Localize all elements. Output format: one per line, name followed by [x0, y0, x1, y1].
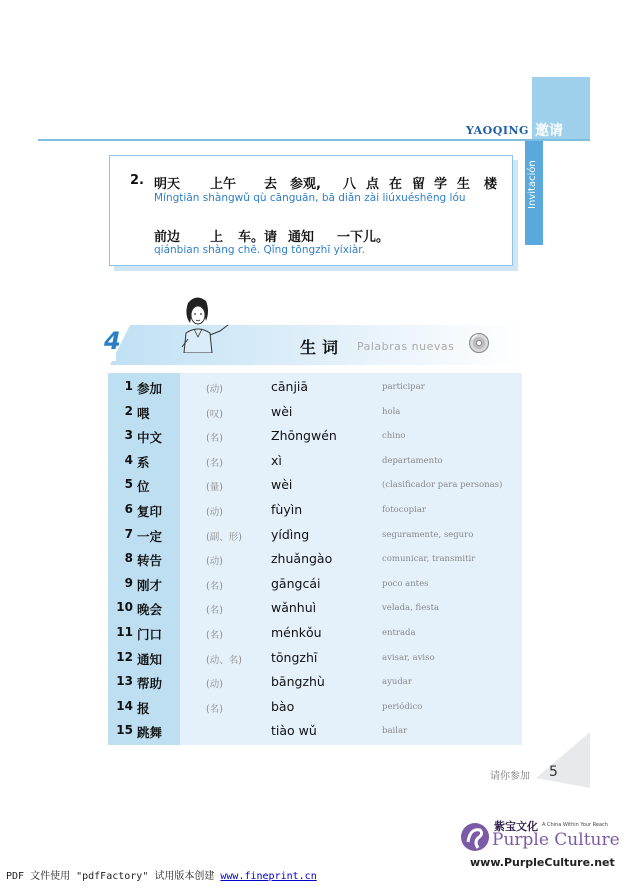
vocab-number: 13 [116, 674, 133, 689]
vocab-pinyin: wèi [271, 477, 293, 493]
vocab-pinyin: fùyìn [271, 502, 303, 517]
vocab-word: 转告 [137, 553, 163, 569]
vocab-row [108, 449, 522, 474]
example-cn-segment: 学 [434, 177, 448, 192]
vocab-pinyin: Zhōngwén [271, 428, 337, 444]
vocab-spanish: participar [382, 382, 425, 392]
vocab-number: 3 [124, 428, 133, 443]
vocab-spanish: periódico [382, 701, 423, 712]
vocab-part-of-speech: (叹) [206, 408, 223, 420]
vocab-part-of-speech: (动) [206, 556, 223, 568]
invitation-label: Invitación [527, 160, 538, 209]
example-cn-segment: 去 [264, 177, 278, 192]
vocab-part-of-speech: (量) [206, 482, 223, 494]
example-cn-segment: 上午 [210, 177, 237, 192]
vocab-row [108, 375, 522, 400]
vocab-spanish: bailar [382, 726, 408, 737]
vocab-spanish: departamento [382, 455, 443, 466]
vocab-number: 15 [116, 723, 133, 738]
example-cn-segment: 请 [264, 230, 278, 245]
header-rule [38, 139, 590, 141]
example-cn-segment: 在 [389, 177, 403, 192]
lesson-title-pinyin: YAOQING [466, 124, 529, 137]
vocab-pinyin: cānjiā [271, 379, 309, 394]
vocab-pinyin: bāngzhù [271, 674, 325, 690]
vocab-number: 4 [124, 452, 133, 467]
vocab-part-of-speech: (名) [206, 457, 223, 469]
vocab-spanish: velada, fiesta [382, 603, 440, 614]
page-number: 5 [549, 764, 558, 780]
example-cn-segment: 一下儿。 [337, 230, 390, 245]
example-cn-segment: 点 [366, 177, 380, 192]
vocab-number: 2 [124, 403, 133, 418]
vocab-number: 10 [116, 600, 133, 615]
vocab-word: 跳舞 [137, 725, 163, 741]
vocab-pinyin: bào [271, 698, 295, 714]
vocab-number: 14 [116, 698, 133, 713]
vocab-title-chinese: 生词 [300, 338, 345, 357]
vocab-pinyin: ménkǒu [271, 625, 322, 640]
vocab-spanish: ayudar [382, 677, 412, 688]
logo-tagline: A China Within Your Reach [542, 822, 608, 828]
vocab-row [108, 621, 522, 646]
vocab-part-of-speech: (名) [206, 605, 223, 617]
vocab-row [108, 719, 522, 744]
vocab-word: 报 [137, 700, 150, 716]
vocab-word: 喂 [137, 405, 150, 421]
vocab-word: 一定 [137, 528, 163, 544]
vocab-spanish: entrada [382, 628, 416, 638]
vocab-number: 6 [124, 502, 133, 516]
section-number: 4 [104, 327, 121, 355]
vocab-number: 7 [124, 526, 133, 541]
vocab-row [108, 596, 522, 621]
vocab-spanish: chino [382, 431, 406, 442]
example-number: 2. [130, 173, 144, 188]
vocab-spanish: poco antes [382, 578, 429, 589]
vocab-row [108, 424, 522, 449]
vocab-row [108, 646, 522, 671]
vocab-pinyin: zhuǎngào [271, 551, 333, 567]
vocab-part-of-speech: (名) [206, 433, 223, 445]
vocab-pinyin: gāngcái [271, 575, 321, 591]
vocab-word: 通知 [137, 651, 163, 667]
vocab-part-of-speech: (动) [206, 384, 223, 395]
page-corner-tab [536, 732, 590, 788]
vocab-row [108, 523, 522, 548]
vocab-spanish: avisar, aviso [382, 652, 435, 663]
vocab-spanish: hola [382, 406, 401, 417]
example-line2-pinyin: qiánbian shàng chē. Qǐng tōngzhī yíxiàr. [154, 244, 365, 256]
vocab-row [108, 572, 522, 597]
vocab-word: 复印 [137, 504, 163, 519]
vocab-row [108, 400, 522, 425]
vocab-spanish: (clasificador para personas) [382, 480, 503, 491]
example-cn-segment: 通知 [288, 230, 315, 245]
vocab-pinyin: wèi [271, 403, 293, 419]
pdf-creator-note [6, 867, 317, 882]
vocab-row [108, 498, 522, 523]
vocab-row [108, 670, 522, 695]
example-cn-segment: 参观, [290, 177, 321, 192]
example-cn-segment: 楼 [484, 177, 498, 192]
vocab-word: 刚才 [137, 577, 163, 593]
vocab-number: 8 [124, 551, 133, 566]
vocab-number: 12 [116, 649, 133, 664]
example-cn-segment: 上 [210, 230, 224, 245]
vocab-part-of-speech: (副、形) [206, 531, 242, 543]
example-cn-segment: 生 [457, 177, 471, 192]
vocab-pinyin: tiào wǔ [271, 723, 317, 739]
logo-english: Purple Culture [492, 830, 620, 850]
page-footer-label: 请你参加 [490, 771, 530, 782]
vocab-word: 晚会 [137, 602, 163, 618]
audio-cd-icon [468, 332, 490, 354]
student-girl-illustration [174, 295, 232, 353]
example-cn-segment: 八 [343, 177, 357, 192]
vocab-part-of-speech: (动) [206, 679, 223, 691]
lesson-title-chinese: 邀请 [535, 123, 563, 139]
vocab-pinyin: yídìng [271, 526, 310, 542]
vocab-number: 1 [124, 379, 133, 393]
vocab-number: 9 [124, 575, 133, 590]
vocab-number: 5 [124, 477, 133, 492]
vocab-row [108, 695, 522, 720]
vocab-row [108, 473, 522, 498]
vocab-row [108, 547, 522, 572]
example-cn-segment: 车。 [238, 230, 265, 245]
vocab-word: 位 [137, 479, 150, 495]
vocab-spanish: comunicar, transmitir [382, 554, 476, 565]
purple-culture-logo-mark-icon [460, 820, 490, 854]
purple-culture-logo[interactable] [460, 818, 620, 874]
vocab-number: 11 [116, 625, 133, 639]
logo-chinese: 紫宝文化 [494, 820, 538, 833]
example-cn-segment: 前边 [154, 230, 181, 245]
vocab-word: 系 [137, 454, 150, 470]
vocab-title-spanish: Palabras nuevas [357, 340, 455, 353]
vocab-word: 帮助 [137, 676, 163, 692]
vocab-spanish: seguramente, seguro [382, 529, 474, 540]
vocab-pinyin: wǎnhuì [271, 600, 317, 616]
vocab-part-of-speech: (名) [206, 630, 223, 641]
logo-url[interactable]: www.PurpleCulture.net [470, 856, 615, 869]
fineprint-link[interactable]: www.fineprint.cn [220, 871, 317, 882]
vocab-pinyin: xì [271, 452, 282, 468]
vocab-part-of-speech: (动、名) [206, 654, 242, 666]
pdf-note-text: PDF 文件使用 "pdfFactory" 试用版本创建 [6, 871, 221, 882]
vocab-part-of-speech: (名) [206, 580, 223, 592]
example-cn-segment: 留 [412, 177, 426, 192]
vocab-word: 参加 [137, 381, 163, 396]
vocab-part-of-speech: (名) [206, 703, 223, 715]
example-line1-pinyin: Míngtiān shàngwǔ qù cānguān, bā diǎn zài liúxuéshēng lóu [154, 192, 466, 204]
vocab-word: 门口 [137, 627, 163, 642]
vocab-pinyin: tōngzhī [271, 649, 318, 665]
vocab-word: 中文 [137, 430, 163, 446]
vocab-part-of-speech: (动) [206, 507, 223, 518]
example-cn-segment: 明天 [154, 177, 181, 192]
vocab-spanish: fotocopiar [382, 505, 426, 515]
